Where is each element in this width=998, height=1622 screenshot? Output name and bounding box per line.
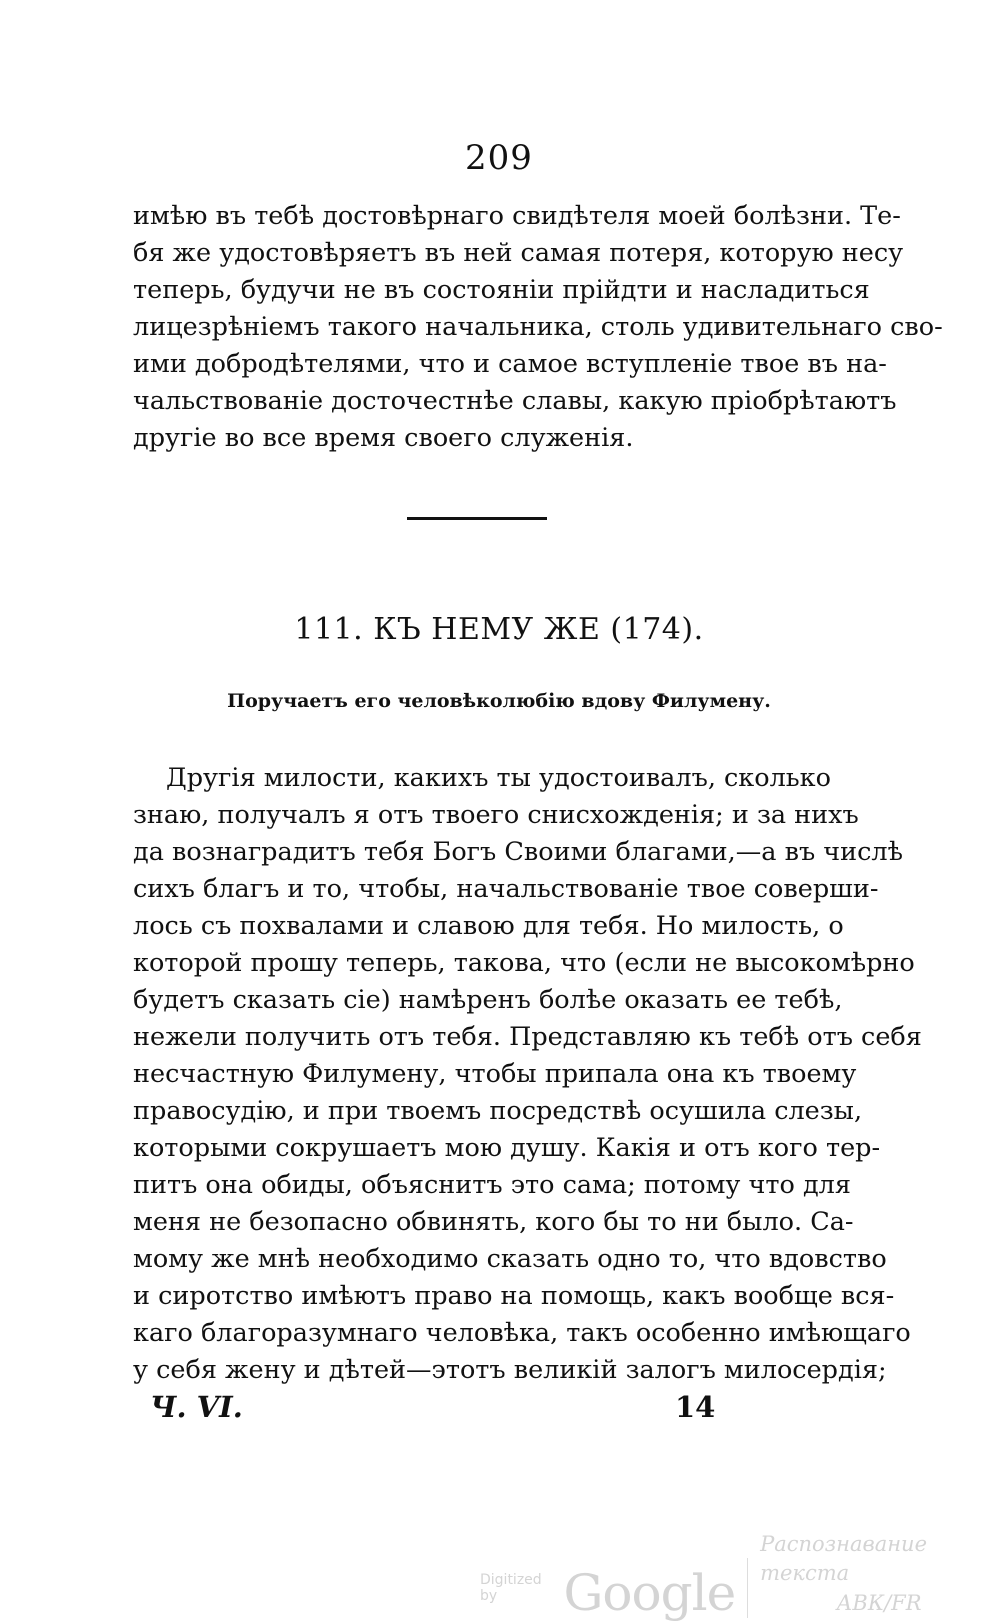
letter-body xyxy=(133,760,922,1389)
text-line: ими добродѣтелями, что и самое вступленіе твое въ на- xyxy=(133,349,887,379)
sheet-number: 14 xyxy=(675,1390,716,1424)
text-line: у себя жену и дѣтей—этотъ великій залогъ милосердія; xyxy=(133,1355,887,1385)
letter-subtitle: Поручаетъ его человѣколюбію вдову Филумену. xyxy=(227,690,771,712)
text-line: бя же удостовѣряетъ въ ней самая потеря, которую несу xyxy=(133,238,904,268)
google-logo: Google xyxy=(563,1564,736,1622)
text-line: питъ она обиды, объяснитъ это сама; потому что для xyxy=(133,1170,851,1200)
ocr-credit-line: Распознавание текста xyxy=(760,1532,928,1586)
text-line: лицезрѣніемъ такого начальника, столь удивительнаго сво- xyxy=(133,312,943,342)
ocr-credit-line: АВК/FR xyxy=(836,1590,922,1615)
text-line: каго благоразумнаго человѣка, такъ особенно имѣющаго xyxy=(133,1318,911,1348)
text-line: чальствованіе досточестнѣе славы, какую пріобрѣтаютъ xyxy=(133,386,897,416)
text-line: другіе во все время своего служенія. xyxy=(133,423,634,453)
text-line: которой прошу теперь, такова, что (если не высокомѣрно xyxy=(133,948,915,978)
text-line: да вознаградитъ тебя Богъ Своими благами,—а въ числѣ xyxy=(133,837,903,867)
digitized-by-label: Digitized by xyxy=(480,1572,542,1605)
text-line: меня не безопасно обвинять, кого бы то ни было. Са- xyxy=(133,1207,854,1237)
text-line: несчастную Филумену, чтобы припала она къ твоему xyxy=(133,1059,857,1089)
volume-signature: Ч. VI. xyxy=(150,1390,243,1424)
text-line: Другія милости, какихъ ты удостоивалъ, сколько xyxy=(166,763,831,793)
page-number: 209 xyxy=(465,138,533,178)
text-line: знаю, получалъ я отъ твоего снисхожденія; и за нихъ xyxy=(133,800,859,830)
text-line: и сиротство имѣютъ право на помощь, какъ вообще вся- xyxy=(133,1281,895,1311)
continued-paragraph xyxy=(133,198,943,457)
ocr-credit xyxy=(760,1530,998,1618)
text-line: сихъ благъ и то, чтобы, начальствованіе твое соверши- xyxy=(133,874,879,904)
watermark-separator xyxy=(747,1558,748,1618)
text-line: имѣю въ тебѣ достовѣрнаго свидѣтеля моей болѣзни. Те- xyxy=(133,201,901,231)
text-line: лось съ похвалами и славою для тебя. Но милость, о xyxy=(133,911,844,941)
text-line: теперь, будучи не въ состояніи прійдти и насладиться xyxy=(133,275,870,305)
text-line: мому же мнѣ необходимо сказать одно то, что вдовство xyxy=(133,1244,887,1274)
section-divider xyxy=(407,517,547,520)
letter-title: 111. КЪ НЕМУ ЖЕ (174). xyxy=(294,612,704,647)
text-line: которыми сокрушаетъ мою душу. Какія и отъ кого тер- xyxy=(133,1133,881,1163)
digitization-watermark xyxy=(480,1530,998,1622)
text-line: будетъ сказать сіе) намѣренъ болѣе оказать ее тебѣ, xyxy=(133,985,843,1015)
text-line: правосудію, и при твоемъ посредствѣ осушила слезы, xyxy=(133,1096,863,1126)
text-line: нежели получить отъ тебя. Представляю къ тебѣ отъ себя xyxy=(133,1022,922,1052)
